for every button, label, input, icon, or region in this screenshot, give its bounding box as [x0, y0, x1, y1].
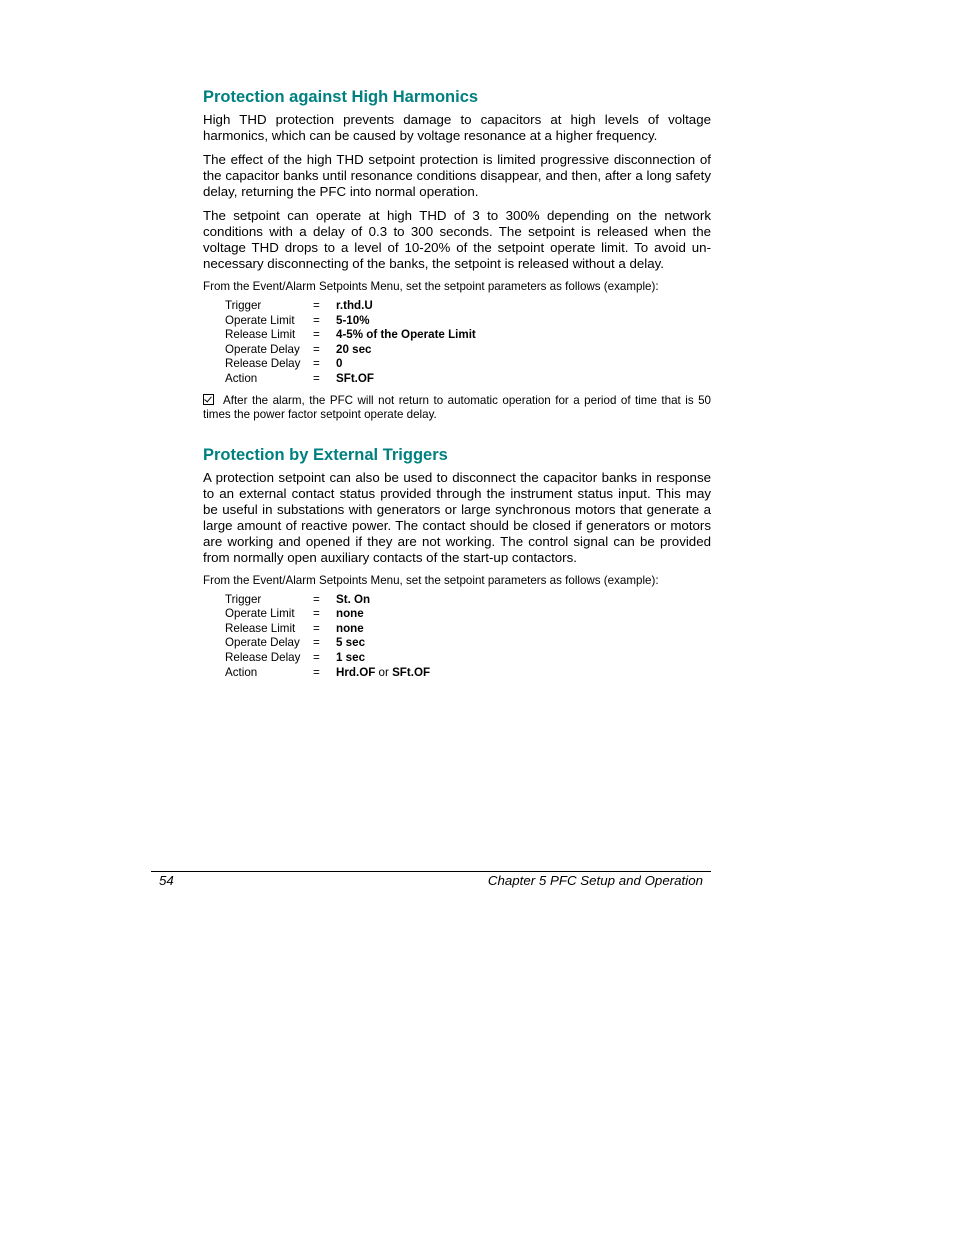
- setpoint-intro: From the Event/Alarm Setpoints Menu, set the setpoint parameters as follows (example):: [203, 573, 659, 587]
- param-equals: =: [313, 621, 320, 635]
- page-content: [203, 86, 711, 687]
- param-name: Action: [225, 371, 258, 385]
- param-equals: =: [313, 636, 320, 650]
- paragraph: High THD protection prevents damage to capacitors at high levels of voltage harmonics, which can be caused by voltage resonance at a higher frequency.: [203, 112, 711, 143]
- param-value: none: [336, 607, 364, 621]
- param-name: Trigger: [225, 592, 262, 606]
- checked-box-icon: [203, 394, 214, 405]
- param-row: [225, 666, 430, 681]
- param-name: Operate Delay: [225, 342, 300, 356]
- action-or: or: [378, 665, 389, 679]
- param-equals: =: [313, 342, 320, 356]
- param-name: Trigger: [225, 299, 262, 312]
- param-equals: =: [313, 313, 320, 327]
- param-name: Operate Limit: [225, 607, 295, 621]
- param-value: 5-10%: [336, 313, 370, 327]
- param-name: Release Delay: [225, 650, 301, 664]
- setpoint-parameters-table: [225, 593, 430, 681]
- param-equals: =: [313, 328, 320, 342]
- param-name: Action: [225, 665, 258, 679]
- section-heading-high-harmonics: Protection against High Harmonics: [203, 88, 479, 106]
- param-value: SFt.OF: [336, 371, 374, 385]
- param-value: St. On: [336, 592, 371, 606]
- paragraph: A protection setpoint can also be used to disconnect the capacitor banks in response to an external contact status provided through the instrument status input. This may be useful in substations with generators or large synchronous motors that generate a large amount of reactive power. The contact should be closed if generators or motors are working and opened if they are not working. The control signal can be provided from normally open auxiliary contacts of the start-up contactors.: [203, 469, 711, 565]
- chapter-title: Chapter 5 PFC Setup and Operation: [487, 873, 703, 888]
- param-equals: =: [313, 665, 320, 679]
- param-row: [225, 607, 430, 622]
- param-value: [336, 666, 430, 681]
- param-row: [225, 299, 476, 314]
- param-equals: =: [313, 592, 320, 606]
- param-equals: =: [313, 607, 320, 621]
- action-value-a: Hrd.OF: [336, 665, 376, 679]
- param-equals: =: [313, 299, 320, 312]
- param-row: [225, 372, 476, 387]
- param-equals: =: [313, 357, 320, 371]
- param-value: r.thd.U: [336, 299, 373, 312]
- param-row: [225, 636, 430, 651]
- param-row: [225, 343, 476, 358]
- section-heading-external-triggers: Protection by External Triggers: [203, 445, 448, 464]
- param-equals: =: [313, 650, 320, 664]
- param-row: [225, 622, 430, 637]
- param-value: 0: [336, 357, 343, 371]
- note: [203, 394, 711, 422]
- param-equals: =: [313, 371, 320, 385]
- param-row: [225, 314, 476, 329]
- param-row: [225, 651, 430, 666]
- param-value: 5 sec: [336, 636, 366, 650]
- param-row: [225, 593, 430, 608]
- note-text: After the alarm, the PFC will not return to automatic operation for a period of time that is 50 times the power factor setpoint operate delay.: [203, 393, 711, 421]
- param-name: Release Limit: [225, 328, 296, 342]
- param-value: 1 sec: [336, 650, 366, 664]
- paragraph: The effect of the high THD setpoint protection is limited progressive disconnection of the capacitor banks until resonance conditions disappear, and then, after a long safety delay, returning the PFC into normal operation.: [203, 152, 711, 199]
- param-name: Operate Limit: [225, 313, 295, 327]
- param-value: none: [336, 621, 364, 635]
- setpoint-intro: From the Event/Alarm Setpoints Menu, set the setpoint parameters as follows (example):: [203, 280, 659, 293]
- param-name: Release Delay: [225, 357, 301, 371]
- param-row: [225, 357, 476, 372]
- param-value: 20 sec: [336, 342, 372, 356]
- param-name: Operate Delay: [225, 636, 300, 650]
- param-row: [225, 328, 476, 343]
- page-number: 54: [159, 873, 174, 888]
- action-value-b: SFt.OF: [392, 665, 431, 679]
- footer-divider: [151, 871, 711, 872]
- param-value: 4-5% of the Operate Limit: [336, 328, 476, 342]
- setpoint-parameters-table: [225, 299, 476, 387]
- param-name: Release Limit: [225, 621, 296, 635]
- paragraph: The setpoint can operate at high THD of 3 to 300% depending on the network conditions with a delay of 0.3 to 300 seconds. The setpoint is released when the voltage THD drops to a level of 10-20% of the setpoint operate limit. To avoid un-necessary disconnecting of the banks, the setpoint is released without a delay.: [203, 208, 711, 271]
